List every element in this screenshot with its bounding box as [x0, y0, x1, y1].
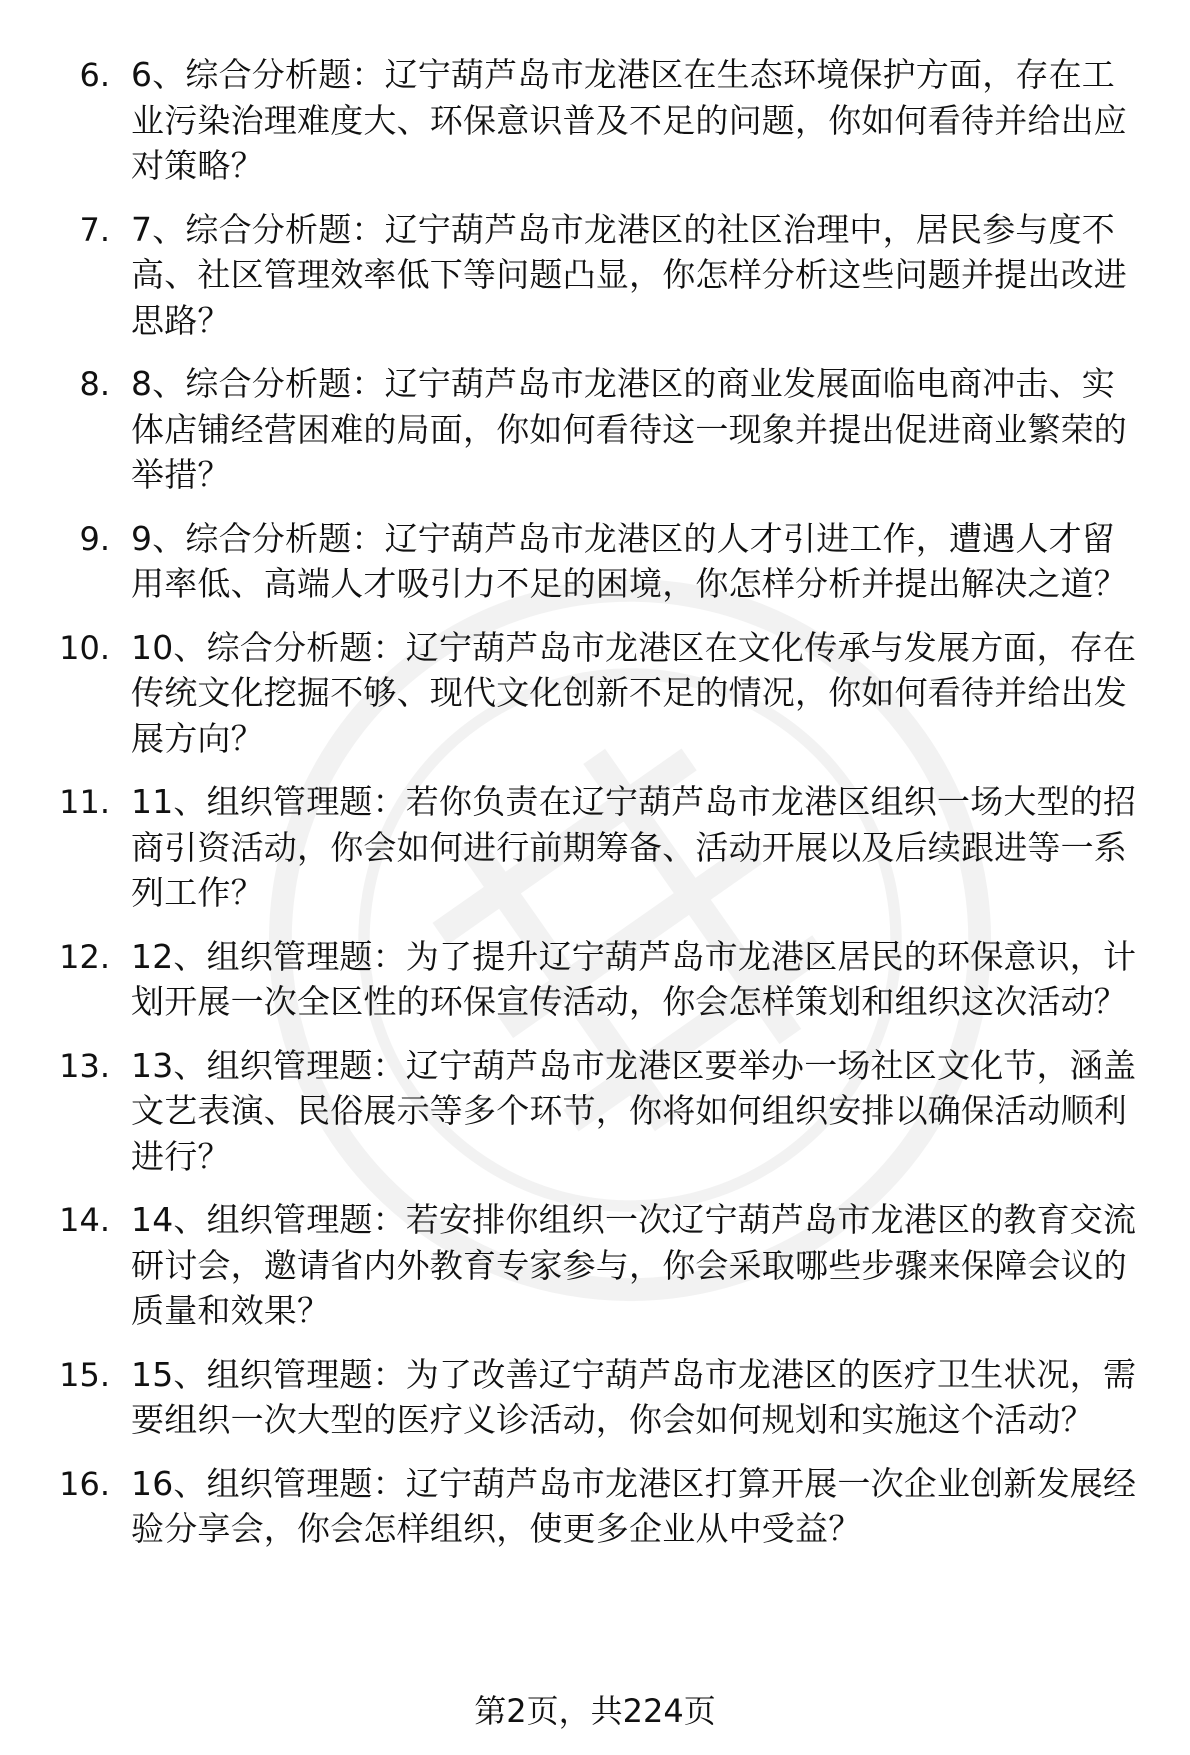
list-item: [0, 361, 1190, 498]
list-item: [0, 1043, 1190, 1180]
list-item: [0, 1461, 1190, 1552]
item-text: 11、组织管理题：若你负责在辽宁葫芦岛市龙港区组织一场大型的招商引资活动，你会如何进行前期筹备、活动开展以及后续跟进等一系列工作？: [131, 782, 1137, 912]
item-number: 12.: [59, 937, 110, 976]
item-number: 15.: [59, 1355, 110, 1394]
list-item: [0, 52, 1190, 189]
item-text: 15、组织管理题：为了改善辽宁葫芦岛市龙港区的医疗卫生状况，需要组织一次大型的医疗义诊活动，你会如何规划和实施这个活动？: [131, 1354, 1137, 1439]
item-number: 11.: [59, 783, 110, 821]
item-number: 6.: [79, 56, 110, 94]
item-text: 10、综合分析题：辽宁葫芦岛市龙港区在文化传承与发展方面，存在传统文化挖掘不够、现代文化创新不足的情况，你如何看待并给出发展方向？: [131, 627, 1137, 758]
item-text: 16、组织管理题：辽宁葫芦岛市龙港区打算开展一次企业创新发展经验分享会，你会怎样组织，使更多企业从中受益？: [131, 1463, 1137, 1548]
item-text: 13、组织管理题：辽宁葫芦岛市龙港区要举办一场社区文化节，涵盖文艺表演、民俗展示等多个环节，你将如何组织安排以确保活动顺利进行？: [131, 1045, 1137, 1176]
list-item: [0, 779, 1190, 916]
list-item: [0, 516, 1190, 607]
list-item: [0, 625, 1190, 762]
item-number: 7.: [79, 210, 110, 249]
item-number: 10.: [59, 628, 110, 667]
item-text: 9、综合分析题：辽宁葫芦岛市龙港区的人才引进工作，遭遇人才留用率低、高端人才吸引力不足的困境，你怎样分析并提出解决之道？: [131, 518, 1127, 603]
list-item: [0, 207, 1190, 344]
item-text: 6、综合分析题：辽宁葫芦岛市龙港区在生态环境保护方面，存在工业污染治理难度大、环保意识普及不足的问题，你如何看待并给出应对策略？: [131, 55, 1127, 185]
list-item: [0, 1352, 1190, 1443]
item-number: 16.: [59, 1464, 110, 1503]
item-text: 12、组织管理题：为了提升辽宁葫芦岛市龙港区居民的环保意识，计划开展一次全区性的环保宣传活动，你会怎样策划和组织这次活动？: [131, 936, 1137, 1021]
item-text: 8、综合分析题：辽宁葫芦岛市龙港区的商业发展面临电商冲击、实体店铺经营困难的局面，你如何看待这一现象并提出促进商业繁荣的举措？: [131, 364, 1127, 494]
item-number: 8.: [79, 365, 110, 403]
question-list: [0, 52, 1190, 1570]
item-text: 14、组织管理题：若安排你组织一次辽宁葫芦岛市龙港区的教育交流研讨会，邀请省内外教育专家参与，你会采取哪些步骤来保障会议的质量和效果？: [131, 1200, 1137, 1330]
item-number: 9.: [79, 519, 110, 558]
list-item: [0, 934, 1190, 1025]
item-number: 13.: [59, 1046, 110, 1085]
page-number: 第2页，共224页: [474, 1692, 716, 1730]
list-item: [0, 1197, 1190, 1334]
item-number: 14.: [59, 1201, 110, 1239]
item-text: 7、综合分析题：辽宁葫芦岛市龙港区的社区治理中，居民参与度不高、社区管理效率低下等问题凸显，你怎样分析这些问题并提出改进思路？: [131, 209, 1127, 340]
